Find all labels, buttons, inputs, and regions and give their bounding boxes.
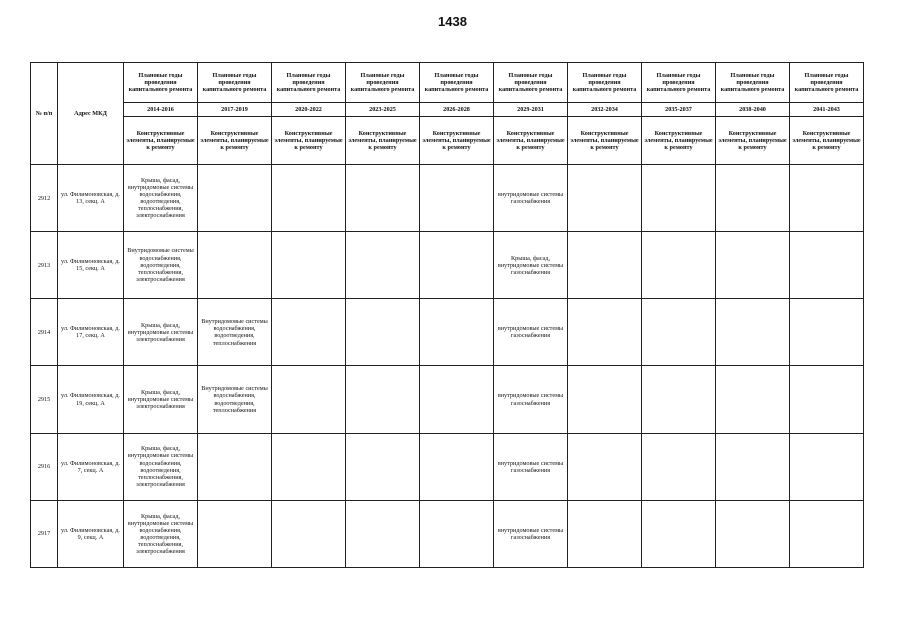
- repair-elements-cell: [272, 165, 346, 232]
- period-years-7: 2035-2037: [642, 103, 716, 117]
- period-subtitle-2: Конструктивные элементы, планируемые к ремонту: [272, 117, 346, 165]
- repair-elements-cell: [568, 433, 642, 500]
- period-subtitle-7: Конструктивные элементы, планируемые к ремонту: [642, 117, 716, 165]
- row-address: ул. Филимоновская, д. 19, секц. А: [58, 366, 124, 433]
- repair-elements-cell: [790, 366, 864, 433]
- period-title-2: Плановые годы проведения капитального ремонта: [272, 63, 346, 103]
- table-row: [31, 165, 864, 232]
- repair-elements-cell: [272, 433, 346, 500]
- row-number: 2915: [31, 366, 58, 433]
- row-number: 2914: [31, 299, 58, 366]
- repair-elements-cell: [642, 232, 716, 299]
- repair-elements-cell: Крыша, фасад, внутридомовые системы водоснабжения, водоотведения, теплоснабжения, электроснабжения: [124, 165, 198, 232]
- repair-elements-cell: [716, 433, 790, 500]
- repair-elements-cell: [716, 299, 790, 366]
- repair-elements-cell: [568, 299, 642, 366]
- period-title-9: Плановые годы проведения капитального ремонта: [790, 63, 864, 103]
- table-row: [31, 232, 864, 299]
- repair-elements-cell: [346, 232, 420, 299]
- repair-elements-cell: Крыша, фасад, внутридомовые системы газоснабжения: [494, 232, 568, 299]
- repair-elements-cell: внутридомовые системы газоснабжения: [494, 433, 568, 500]
- repair-elements-cell: [198, 232, 272, 299]
- repair-elements-cell: [198, 500, 272, 567]
- repair-elements-cell: Крыша, фасад, внутридомовые системы водоснабжения, водоотведения, теплоснабжения, электроснабжения: [124, 433, 198, 500]
- row-address: ул. Филимоновская, д. 9, секц. А: [58, 500, 124, 567]
- period-subtitle-9: Конструктивные элементы, планируемые к ремонту: [790, 117, 864, 165]
- header-address: Адрес МКД: [58, 63, 124, 165]
- period-title-3: Плановые годы проведения капитального ремонта: [346, 63, 420, 103]
- period-subtitle-5: Конструктивные элементы, планируемые к ремонту: [494, 117, 568, 165]
- period-title-7: Плановые годы проведения капитального ремонта: [642, 63, 716, 103]
- period-title-4: Плановые годы проведения капитального ремонта: [420, 63, 494, 103]
- repair-elements-cell: [420, 433, 494, 500]
- repair-elements-cell: [790, 500, 864, 567]
- period-subtitle-0: Конструктивные элементы, планируемые к ремонту: [124, 117, 198, 165]
- period-years-4: 2026-2028: [420, 103, 494, 117]
- row-number: 2917: [31, 500, 58, 567]
- period-years-6: 2032-2034: [568, 103, 642, 117]
- repair-elements-cell: [272, 500, 346, 567]
- period-title-6: Плановые годы проведения капитального ремонта: [568, 63, 642, 103]
- row-number: 2913: [31, 232, 58, 299]
- repair-elements-cell: [346, 165, 420, 232]
- period-years-5: 2029-2031: [494, 103, 568, 117]
- row-address: ул. Филимоновская, д. 7, секц. А: [58, 433, 124, 500]
- period-years-0: 2014-2016: [124, 103, 198, 117]
- repair-elements-cell: [420, 232, 494, 299]
- repair-elements-cell: [272, 232, 346, 299]
- repair-elements-cell: Внутридомовые системы водоснабжения, водоотведения, теплоснабжения, электроснабжения: [124, 232, 198, 299]
- repair-elements-cell: внутридомовые системы газоснабжения: [494, 299, 568, 366]
- period-subtitle-6: Конструктивные элементы, планируемые к ремонту: [568, 117, 642, 165]
- repair-elements-cell: [420, 165, 494, 232]
- table-row: [31, 366, 864, 433]
- repair-elements-cell: [790, 299, 864, 366]
- repair-elements-cell: [420, 299, 494, 366]
- repair-elements-cell: [198, 433, 272, 500]
- period-years-3: 2023-2025: [346, 103, 420, 117]
- period-subtitle-4: Конструктивные элементы, планируемые к ремонту: [420, 117, 494, 165]
- page-number: 1438: [438, 14, 467, 29]
- repair-elements-cell: [198, 165, 272, 232]
- repair-elements-cell: внутридомовые системы газоснабжения: [494, 500, 568, 567]
- header-row-number: № п/п: [31, 63, 58, 165]
- period-years-9: 2041-2043: [790, 103, 864, 117]
- repair-elements-cell: [716, 366, 790, 433]
- repair-elements-cell: [716, 232, 790, 299]
- period-subtitle-8: Конструктивные элементы, планируемые к ремонту: [716, 117, 790, 165]
- repair-elements-cell: [346, 299, 420, 366]
- repair-elements-cell: Внутридомовые системы водоснабжения, водоотведения, теплоснабжения: [198, 366, 272, 433]
- repair-elements-cell: [346, 500, 420, 567]
- repair-elements-cell: [272, 366, 346, 433]
- repair-elements-cell: [642, 500, 716, 567]
- repair-elements-cell: внутридомовые системы газоснабжения: [494, 165, 568, 232]
- row-address: ул. Филимоновская, д. 17, секц. А: [58, 299, 124, 366]
- period-years-1: 2017-2019: [198, 103, 272, 117]
- period-years-2: 2020-2022: [272, 103, 346, 117]
- repair-elements-cell: [568, 366, 642, 433]
- table-row: [31, 433, 864, 500]
- row-number: 2912: [31, 165, 58, 232]
- repair-elements-cell: [420, 366, 494, 433]
- row-number: 2916: [31, 433, 58, 500]
- period-subtitle-3: Конструктивные элементы, планируемые к ремонту: [346, 117, 420, 165]
- period-title-1: Плановые годы проведения капитального ремонта: [198, 63, 272, 103]
- repair-elements-cell: [346, 366, 420, 433]
- table-row: [31, 500, 864, 567]
- repair-elements-cell: [790, 433, 864, 500]
- period-subtitle-1: Конструктивные элементы, планируемые к ремонту: [198, 117, 272, 165]
- row-address: ул. Филимоновская, д. 15, секц. А: [58, 232, 124, 299]
- repair-elements-cell: [568, 232, 642, 299]
- repair-elements-cell: [642, 299, 716, 366]
- repair-elements-cell: [642, 165, 716, 232]
- period-years-8: 2038-2040: [716, 103, 790, 117]
- period-title-0: Плановые годы проведения капитального ремонта: [124, 63, 198, 103]
- repair-elements-cell: [568, 165, 642, 232]
- repair-elements-cell: [568, 500, 642, 567]
- repair-elements-cell: [716, 165, 790, 232]
- repair-elements-cell: [790, 165, 864, 232]
- table-row: [31, 299, 864, 366]
- period-title-8: Плановые годы проведения капитального ремонта: [716, 63, 790, 103]
- capital-repair-table: [30, 62, 864, 568]
- repair-elements-cell: Крыша, фасад, внутридомовые системы электроснабжения: [124, 366, 198, 433]
- repair-elements-cell: Крыша, фасад, внутридомовые системы водоснабжения, водоотведения, теплоснабжения, электроснабжения: [124, 500, 198, 567]
- repair-elements-cell: внутридомовые системы газоснабжения: [494, 366, 568, 433]
- repair-elements-cell: [420, 500, 494, 567]
- repair-elements-cell: [790, 232, 864, 299]
- repair-elements-cell: [642, 366, 716, 433]
- repair-elements-cell: [346, 433, 420, 500]
- repair-elements-cell: [272, 299, 346, 366]
- row-address: ул. Филимоновская, д. 13, секц. А: [58, 165, 124, 232]
- repair-elements-cell: [716, 500, 790, 567]
- repair-elements-cell: [642, 433, 716, 500]
- repair-elements-cell: Крыша, фасад, внутридомовые системы электроснабжения: [124, 299, 198, 366]
- repair-elements-cell: Внутридомовые системы водоснабжения, водоотведения, теплоснабжения: [198, 299, 272, 366]
- period-title-5: Плановые годы проведения капитального ремонта: [494, 63, 568, 103]
